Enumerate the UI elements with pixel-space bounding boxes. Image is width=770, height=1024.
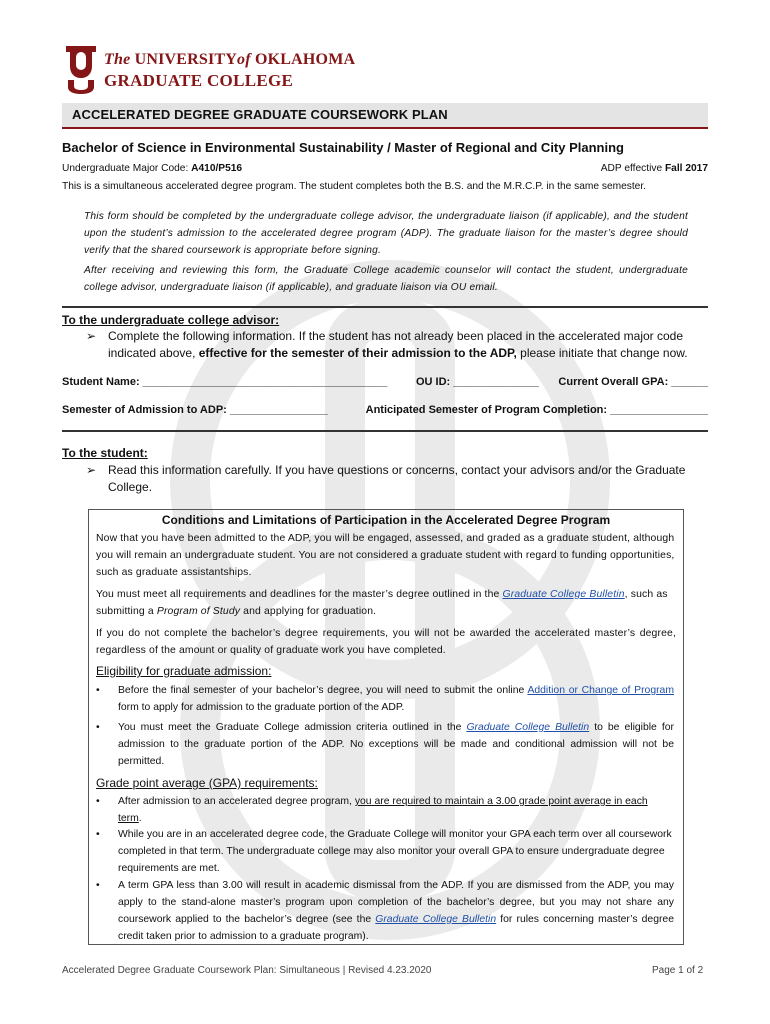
eligibility-item-1 bbox=[96, 682, 676, 716]
conditions-paragraph-3: If you do not complete the bachelor’s degree requirements, you will not be awarded the accelerated master’s degree, regardless of the amount or quality of graduate work you have completed. bbox=[96, 628, 676, 656]
eligibility-item-1-text bbox=[118, 682, 674, 716]
gpa-3-text-a: A term GPA less than 3.00 will result in academic dismissal from the ADP. If you are dismissed from the ADP, you may apply to the stand-alone master’s program upon completion of the bachelor’s degree, but you may not share any coursework applied to the bachelor’s degree (see the bbox=[118, 880, 674, 925]
college-name: GRADUATE COLLEGE bbox=[104, 71, 294, 90]
anticipated-semester-field[interactable]: Anticipated Semester of Program Completion: ________________ bbox=[365, 404, 708, 416]
student-name-field[interactable]: Student Name: ________________________________________ bbox=[62, 376, 388, 388]
student-heading: To the student: bbox=[62, 446, 148, 460]
university-name bbox=[104, 51, 355, 69]
arrow-bullet-icon: ➢ bbox=[86, 463, 97, 477]
divider bbox=[62, 430, 708, 432]
program-title: Bachelor of Science in Environmental Sustainability / Master of Regional and City Planning bbox=[62, 140, 624, 155]
elig-2-text-b: to be eligible for admission to the graduate portion of the ADP. No exceptions will be made and conditional admission will not be permitted. bbox=[118, 722, 674, 767]
gpa-item-1-text bbox=[118, 793, 674, 827]
advisor-bullet-part-b: please initiate that change now. bbox=[516, 346, 688, 360]
student-bullet-text: Read this information carefully. If you have questions or concerns, contact your advisors and/or the Graduate College. bbox=[108, 463, 686, 494]
bullet-dot-icon: • bbox=[96, 722, 100, 733]
instructions-paragraph-1: This form should be completed by the undergraduate college advisor, the undergraduate liaison (if applicable), and the student upon the student’s admission to the accelerated degree program (ADP). The graduate liaison for the master’s degree should verify that the shared coursework is appropriate before signing. bbox=[84, 211, 688, 256]
ou-logo-icon bbox=[62, 44, 100, 94]
adp-effective bbox=[601, 163, 708, 174]
conditions-paragraph-2 bbox=[96, 586, 676, 620]
student-info-row bbox=[62, 376, 708, 388]
p2-text-c: and applying for graduation. bbox=[240, 606, 377, 617]
gpa-1-underlined: you are required to maintain a 3.00 grade point average in each term bbox=[118, 796, 648, 824]
instructions-paragraph-2: After receiving and reviewing this form, the Graduate College academic counselor will contact the student, undergraduate college advisor, undergraduate liaison (if applicable), and graduate liaison via OU email. bbox=[84, 265, 688, 293]
bullet-dot-icon: • bbox=[96, 829, 100, 840]
bulletin-link[interactable]: Graduate College Bulletin bbox=[466, 722, 590, 733]
major-code bbox=[62, 163, 242, 174]
advisor-bullet-part-a: Complete the following information. If the student has not already been placed in the accelerated major code indicated above, bbox=[108, 329, 684, 360]
gpa-field[interactable]: Current Overall GPA: ______ bbox=[558, 376, 708, 388]
major-code-label: Undergraduate Major Code: bbox=[62, 163, 192, 174]
elig-2-text-a: You must meet the Graduate College admission criteria outlined in the bbox=[118, 722, 467, 733]
bulletin-link[interactable]: Graduate College Bulletin bbox=[502, 589, 625, 600]
advisor-bullet-text bbox=[108, 328, 708, 362]
eligibility-item-2-text bbox=[118, 719, 674, 770]
title-bar bbox=[62, 103, 708, 129]
gpa-item-2 bbox=[96, 826, 676, 877]
student-bullet bbox=[86, 462, 706, 496]
eligibility-item-2 bbox=[96, 719, 676, 770]
bulletin-link[interactable]: Graduate College Bulletin bbox=[375, 914, 497, 925]
arrow-bullet-icon: ➢ bbox=[86, 329, 97, 343]
elig-1-text-b: form to apply for admission to the graduate portion of the ADP. bbox=[118, 702, 405, 713]
conditions-paragraph-1: Now that you have been admitted to the ADP, you will be engaged, assessed, and graded as a graduate student, although you will remain an undergraduate student. You are not considered a graduate student with regard to funding opportunities, such as graduate assistantships. bbox=[96, 533, 675, 578]
adp-effective-label: ADP effective bbox=[600, 163, 665, 174]
p2-italic: Program of Study bbox=[156, 606, 241, 617]
gpa-1-text-b: . bbox=[138, 813, 142, 824]
adp-effective-value: Fall 2017 bbox=[664, 163, 708, 174]
ou-id-field[interactable]: OU ID: ______________ bbox=[416, 376, 539, 388]
conditions-title: Conditions and Limitations of Participation in the Accelerated Degree Program bbox=[161, 513, 611, 527]
gpa-item-2-text: While you are in an accelerated degree code, the Graduate College will monitor your GPA each term over all coursework completed in that term. The undergraduate college may also monitor your overall GPA to ensure undergraduate degree requirements are met. bbox=[118, 829, 672, 874]
form-title: ACCELERATED DEGREE GRADUATE COURSEWORK PLAN bbox=[72, 107, 448, 122]
university-word: UNIVERSITY bbox=[134, 51, 238, 68]
semester-row bbox=[62, 404, 708, 416]
university-prefix: The bbox=[104, 51, 131, 68]
page-number: Page 1 of 2 bbox=[652, 965, 704, 976]
gpa-item-3 bbox=[96, 877, 676, 942]
major-code-value: A410/P516 bbox=[191, 163, 243, 174]
p2-text-a: You must meet all requirements and deadlines for the master’s degree outlined in the bbox=[96, 589, 503, 600]
simultaneous-note: This is a simultaneous accelerated degree program. The student completes both the B.S. and the M.R.C.P. in the same semester. bbox=[62, 181, 647, 192]
bullet-dot-icon: • bbox=[96, 685, 100, 696]
bullet-dot-icon: • bbox=[96, 880, 100, 891]
elig-1-text-a: Before the final semester of your bachelor’s degree, you will need to submit the online bbox=[118, 685, 528, 696]
advisor-bullet bbox=[86, 328, 706, 362]
bullet-dot-icon: • bbox=[96, 796, 100, 807]
divider bbox=[62, 306, 708, 308]
university-state: OKLAHOMA bbox=[254, 51, 356, 68]
addition-change-program-link[interactable]: Addition or Change of Program bbox=[527, 685, 674, 696]
semester-admission-field[interactable]: Semester of Admission to ADP: ________________ bbox=[62, 404, 328, 416]
eligibility-heading: Eligibility for graduate admission: bbox=[96, 664, 272, 678]
gpa-item-1 bbox=[96, 793, 676, 827]
university-of: of bbox=[237, 51, 251, 68]
page-footer: Accelerated Degree Graduate Coursework Plan: Simultaneous | Revised 4.23.2020 bbox=[62, 965, 432, 976]
gpa-heading: Grade point average (GPA) requirements: bbox=[96, 776, 318, 790]
gpa-1-text-a: After admission to an accelerated degree program, bbox=[118, 796, 355, 807]
p2-text-b: , such as submitting a bbox=[96, 589, 668, 617]
advisor-bullet-bold: effective for the semester of their admission to the ADP, bbox=[198, 346, 517, 360]
gpa-item-3-text bbox=[118, 877, 674, 945]
advisor-heading: To the undergraduate college advisor: bbox=[62, 313, 280, 327]
gpa-3-text-b: for rules concerning master’s degree credit taken prior to admission to a graduate program). bbox=[118, 914, 674, 942]
